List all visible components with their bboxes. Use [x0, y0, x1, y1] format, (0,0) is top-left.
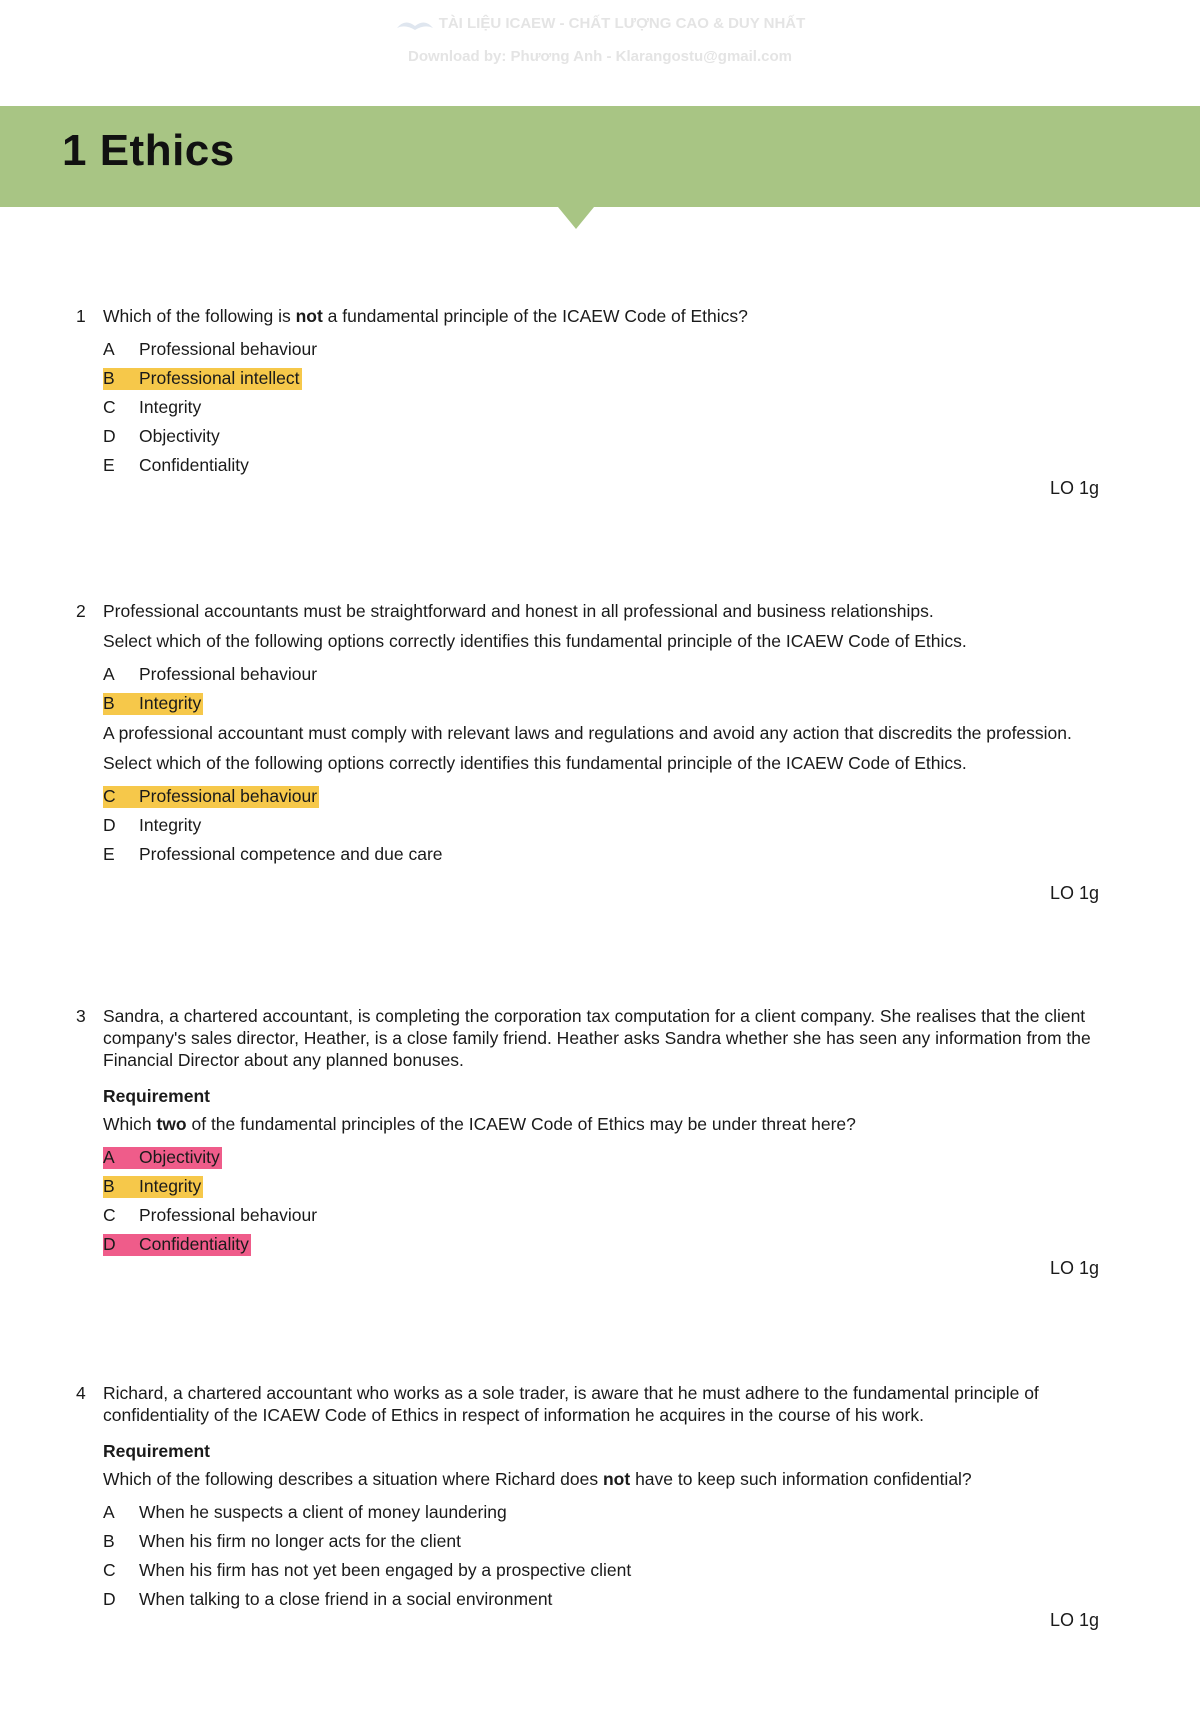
- answer-option-e: [103, 841, 1096, 870]
- answer-option-a: [103, 661, 1096, 690]
- stem-text: of the fundamental principles of the ICAEW Code of Ethics may be under threat here?: [186, 1113, 856, 1134]
- answer-option-d: [103, 1586, 1096, 1615]
- chapter-title: 1 Ethics: [62, 126, 235, 175]
- option-letter: B: [103, 693, 115, 714]
- option-letter: D: [103, 426, 116, 447]
- answer-option-b: [103, 365, 1096, 394]
- stem-text: have to keep such information confidential?: [630, 1468, 972, 1489]
- learning-outcome: LO 1g: [1050, 883, 1100, 903]
- option-letter: A: [103, 339, 115, 360]
- option-letter: E: [103, 455, 115, 476]
- question-stem: Sandra, a chartered accountant, is completing the corporation tax computation for a client company. She realises that the client company's sales director, Heather, is a close family friend. Heather asks Sandra whether she has seen any information from the Financial Director about any planned bonuses.: [103, 1006, 1091, 1070]
- option-letter: C: [103, 786, 116, 807]
- option-text: Integrity: [139, 693, 202, 714]
- option-text: Confidentiality: [139, 1233, 249, 1254]
- question-number: 2: [76, 601, 86, 621]
- answer-option-c: [103, 783, 1096, 812]
- question-number: 3: [76, 1006, 86, 1026]
- question-stem: Richard, a chartered accountant who works as a sole trader, is aware that he must adhere to the fundamental principle of confidentiality of the ICAEW Code of Ethics in respect of information he acquires in the course of his work.: [103, 1383, 1039, 1425]
- option-text: When talking to a close friend in a social environment: [139, 1589, 553, 1610]
- option-text: Professional intellect: [139, 368, 300, 389]
- answer-option-e: [103, 452, 1096, 481]
- watermark-line1: TÀI LIỆU ICAEW - CHẤT LƯỢNG CAO & DUY NHẤT: [438, 15, 806, 32]
- stem-emphasis: not: [295, 306, 323, 326]
- option-letter: C: [103, 1560, 116, 1581]
- answer-option-c: [103, 1557, 1096, 1586]
- watermark-title: [0, 15, 1200, 32]
- learning-outcome: LO 1g: [1050, 1258, 1100, 1278]
- option-letter: B: [103, 1175, 115, 1196]
- question-number: 1: [76, 306, 86, 326]
- stem-text: Which of the following describes a situation where Richard does: [103, 1468, 603, 1489]
- question-stem: [103, 306, 1096, 328]
- answer-option-b: [103, 1528, 1096, 1557]
- option-letter: E: [103, 844, 115, 865]
- option-text: Integrity: [139, 815, 202, 836]
- learning-outcome: LO 1g: [1050, 1610, 1100, 1630]
- option-text: Objectivity: [139, 426, 220, 447]
- option-highlight: [103, 368, 302, 390]
- option-letter: B: [103, 368, 115, 389]
- requirement-text: [103, 1469, 1096, 1491]
- stem-text: Which of the following is: [103, 306, 296, 326]
- option-letter: D: [103, 815, 116, 836]
- stem-text: a fundamental principle of the ICAEW Code of Ethics?: [322, 306, 748, 326]
- answer-option-b: [103, 1172, 1096, 1201]
- option-text: Integrity: [139, 1175, 202, 1196]
- option-letter: C: [103, 1204, 116, 1225]
- option-highlight: [103, 786, 319, 808]
- answer-option-c: [103, 394, 1096, 423]
- question-4: [76, 1383, 1096, 1615]
- requirement-text: [103, 1114, 1096, 1136]
- option-letter: A: [103, 664, 115, 685]
- option-letter: D: [103, 1589, 116, 1610]
- question-stem: A professional accountant must comply with relevant laws and regulations and avoid any action that discredits the profession.: [103, 722, 1072, 743]
- chapter-banner: [0, 106, 1200, 207]
- question-number: 4: [76, 1383, 86, 1403]
- question-instruction: Select which of the following options correctly identifies this fundamental principle of the ICAEW Code of Ethics.: [103, 752, 967, 773]
- option-text: Confidentiality: [139, 455, 249, 476]
- answer-option-a: [103, 1143, 1096, 1172]
- option-text: Professional behaviour: [139, 339, 318, 360]
- option-text: Objectivity: [139, 1146, 220, 1167]
- answer-option-d: [103, 812, 1096, 841]
- banner-arrow-icon: [558, 207, 594, 229]
- option-text: When he suspects a client of money laundering: [139, 1502, 507, 1523]
- option-text: Professional behaviour: [139, 664, 318, 685]
- stem-emphasis: not: [602, 1468, 631, 1489]
- question-3: [76, 1006, 1096, 1259]
- stem-text: Which: [103, 1113, 157, 1134]
- answer-option-d: [103, 423, 1096, 452]
- option-letter: C: [103, 397, 116, 418]
- option-text: Integrity: [139, 397, 202, 418]
- watermark-download-line: Download by: Phương Anh - Klarangostu@gmail.com: [408, 48, 792, 65]
- option-letter: D: [103, 1233, 116, 1254]
- option-text: When his firm no longer acts for the client: [139, 1531, 461, 1552]
- option-highlight: [103, 1234, 251, 1256]
- option-letter: A: [103, 1146, 115, 1167]
- requirement-heading: Requirement: [103, 1440, 210, 1461]
- option-highlight: [103, 1176, 203, 1198]
- option-text: Professional competence and due care: [139, 844, 443, 865]
- option-text: Professional behaviour: [139, 786, 318, 807]
- learning-outcome: LO 1g: [1050, 478, 1100, 498]
- answer-option-c: [103, 1201, 1096, 1230]
- option-letter: A: [103, 1502, 115, 1523]
- option-text: Professional behaviour: [139, 1204, 318, 1225]
- stem-emphasis: two: [156, 1113, 187, 1134]
- answer-option-a: [103, 1499, 1096, 1528]
- book-logo-icon: [395, 16, 435, 32]
- answer-option-d: [103, 1230, 1096, 1259]
- requirement-heading: Requirement: [103, 1085, 210, 1106]
- answer-option-b: [103, 690, 1096, 719]
- option-text: When his firm has not yet been engaged by a prospective client: [139, 1560, 632, 1581]
- option-highlight: [103, 1147, 222, 1169]
- question-stem: Professional accountants must be straightforward and honest in all professional and business relationships.: [103, 601, 934, 621]
- question-instruction: Select which of the following options correctly identifies this fundamental principle of the ICAEW Code of Ethics.: [103, 630, 967, 651]
- question-1: [76, 306, 1096, 481]
- option-highlight: [103, 693, 203, 715]
- question-2: [76, 601, 1096, 870]
- answer-option-a: [103, 336, 1096, 365]
- option-letter: B: [103, 1531, 115, 1552]
